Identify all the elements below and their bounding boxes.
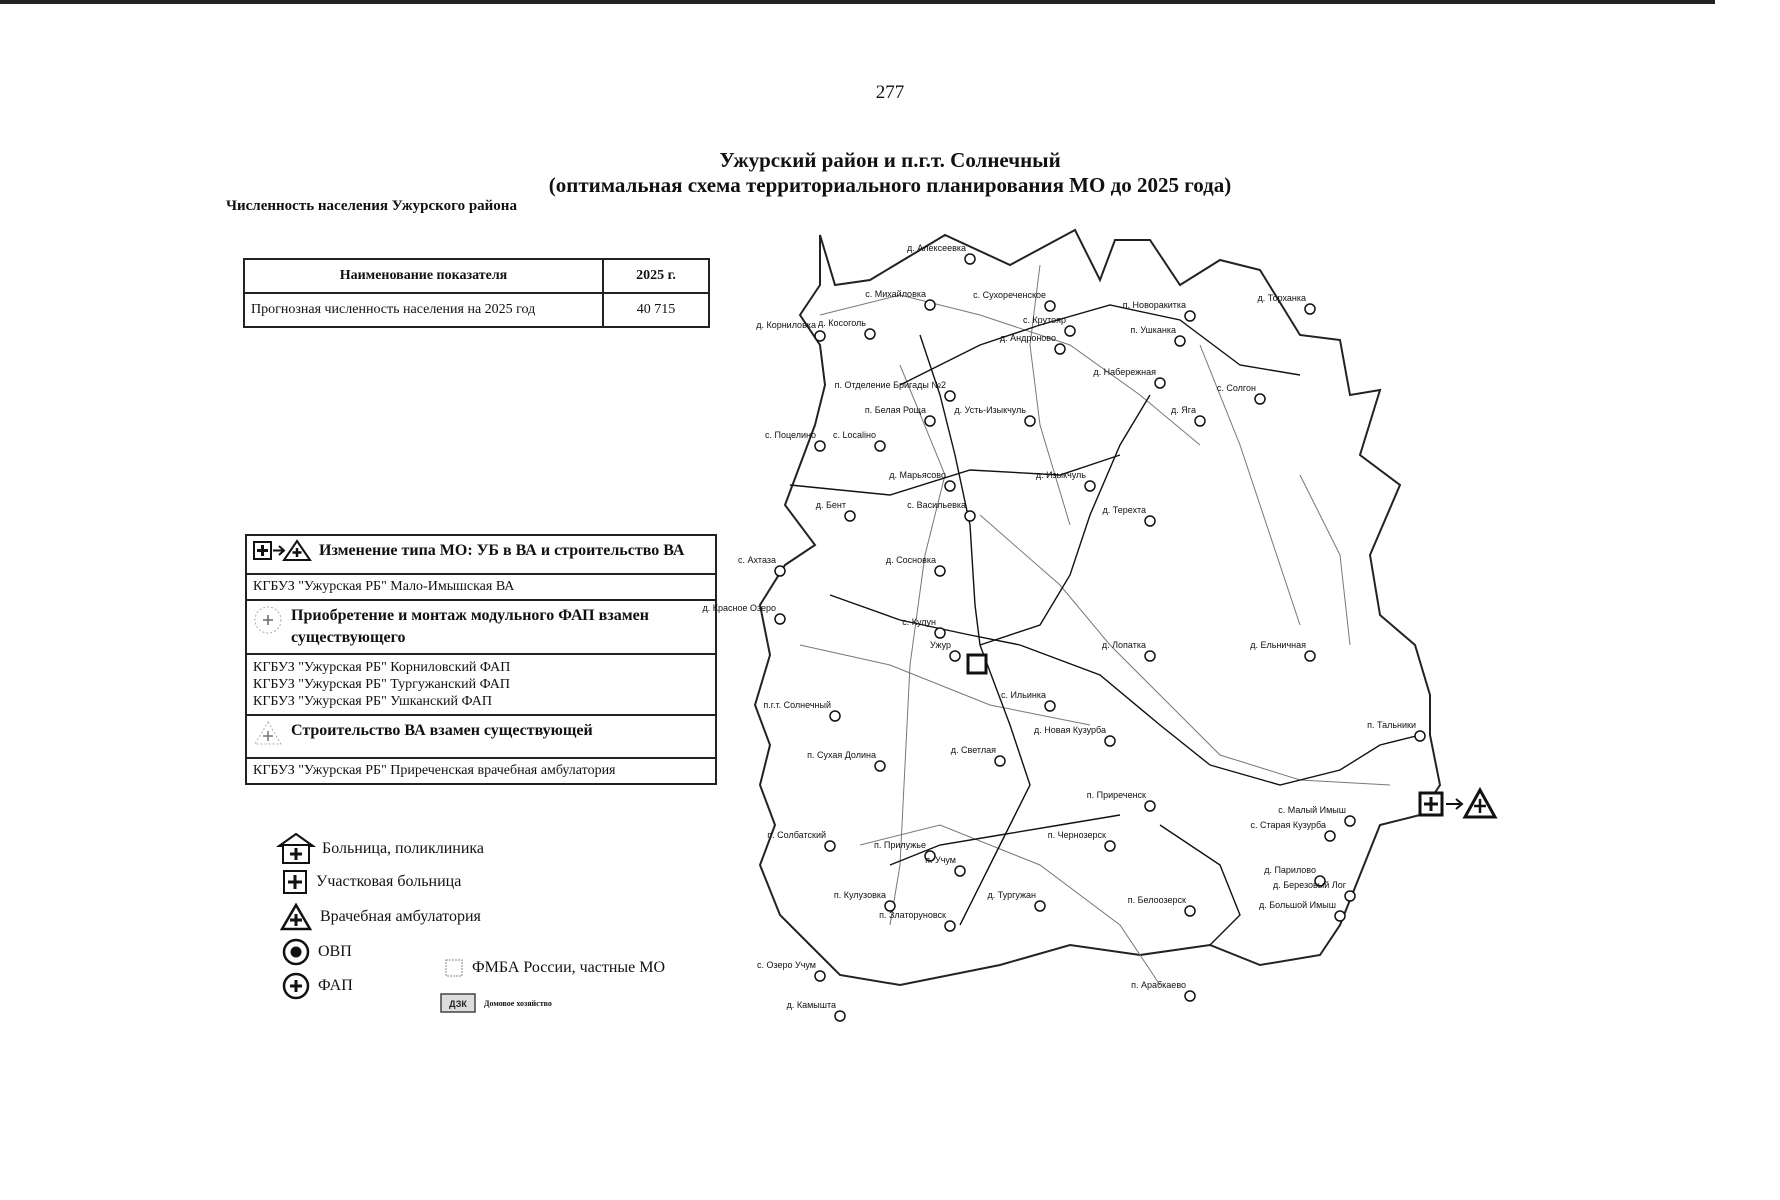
place-label: д. Ельничная [1250, 640, 1306, 650]
fap-marker-icon [1185, 991, 1195, 1001]
place-label: с. Малый Имыш [1278, 805, 1346, 815]
map-place [1259, 900, 1345, 921]
list-item: КГБУЗ "Ужурская РБ" Тургужанский ФАП [253, 677, 510, 692]
place-label: д. Светлая [950, 745, 996, 755]
map-place [1001, 690, 1055, 711]
place-label: п. Сухая Долина [807, 750, 876, 760]
fap-marker-icon [1145, 516, 1155, 526]
legend-fap: ФАП [282, 972, 353, 1000]
place-label: п. Новоракитка [1122, 300, 1186, 310]
map-place [925, 855, 965, 876]
list-item: КГБУЗ "Ужурская РБ" Ушканский ФАП [253, 694, 492, 709]
legend-dzk: ДЗК Домовое хозяйство [440, 993, 552, 1013]
place-label: п. Белая Роща [864, 405, 926, 415]
place-label: д. Корниловка [756, 320, 816, 330]
population-table [243, 258, 710, 328]
place-label: п. Отделение Бригады №2 [834, 380, 946, 390]
place-label: д. Большой Имыш [1258, 900, 1336, 910]
legend-hospital: Больница, поликлиника [278, 833, 484, 865]
district-map [702, 225, 1690, 1055]
map-place [1131, 980, 1195, 1001]
place-label: п. Учум [925, 855, 956, 865]
fap-marker-icon [1325, 831, 1335, 841]
top-border-line [0, 0, 1715, 4]
place-label: с. Солгон [1216, 383, 1256, 393]
fap-marker-icon [945, 921, 955, 931]
fap-marker-icon [925, 416, 935, 426]
map-place [1034, 725, 1115, 746]
table-header-row [244, 259, 709, 293]
fap-marker-icon [1195, 416, 1205, 426]
table-cell-value: 40 715 [603, 293, 709, 327]
title-line-2: (оптимальная схема территориального планирования МО до 2025 года) [548, 173, 1232, 197]
fap-marker-icon [925, 300, 935, 310]
fap-marker-icon [945, 481, 955, 491]
map-place-layer [702, 243, 1425, 1021]
map-place [886, 555, 945, 576]
ovp-icon [282, 938, 310, 966]
map-place [1130, 325, 1185, 346]
fap-marker-icon [815, 441, 825, 451]
fap-marker-icon [1305, 304, 1315, 314]
fap-marker-icon [1345, 891, 1355, 901]
place-label: д. Бент [815, 500, 846, 510]
fap-marker-icon [1145, 801, 1155, 811]
fap-marker-icon [1065, 326, 1075, 336]
fap-marker-icon [995, 756, 1005, 766]
fap-marker-icon [1105, 841, 1115, 851]
map-place [1217, 383, 1265, 404]
map-place [1250, 640, 1315, 661]
map-place [865, 405, 935, 426]
place-label: д. Лопатка [1101, 640, 1146, 650]
fap-icon [282, 972, 310, 1000]
fap-marker-icon [845, 511, 855, 521]
modular-fap-icon [253, 605, 283, 642]
fap-marker-icon [945, 391, 955, 401]
change-type-icon [253, 540, 311, 569]
map-place [973, 290, 1055, 311]
legend-build-va-heading: Строительство ВА взамен существующей [247, 716, 715, 759]
map-place [987, 890, 1045, 911]
fap-marker-icon [1145, 651, 1155, 661]
map-place [1103, 505, 1156, 526]
place-label: п. Тальники [1367, 720, 1416, 730]
map-place [757, 960, 825, 981]
page-title [0, 148, 1780, 198]
fap-marker-icon [1055, 344, 1065, 354]
table-header-year: 2025 г. [603, 259, 709, 293]
place-label: д. Марьясово [889, 470, 946, 480]
place-label: с. Крутояр [1022, 315, 1066, 325]
place-label: с. Васильевка [907, 500, 966, 510]
fap-marker-icon [1335, 911, 1345, 921]
table-row [244, 293, 709, 327]
map-place [1036, 470, 1095, 491]
map-place [889, 470, 955, 491]
place-label: п.г.т. Солнечный [763, 700, 831, 710]
map-place [767, 830, 835, 851]
place-label: п. Ушканка [1130, 325, 1176, 335]
map-place [807, 750, 885, 771]
map-place [902, 617, 945, 638]
map-place [834, 890, 895, 911]
map-place [1087, 790, 1155, 811]
place-label: д. Тургужан [987, 890, 1036, 900]
legend-modular-fap-heading: Приобретение и монтаж модульного ФАП взамен существующего [247, 601, 715, 655]
place-label: д. Красное Озеро [702, 603, 776, 613]
map-place [865, 289, 935, 310]
place-label: д. Камышта [786, 1000, 836, 1010]
title-line-1: Ужурский район и п.г.т. Солнечный [719, 148, 1061, 172]
fap-marker-icon [1185, 906, 1195, 916]
fap-marker-icon [775, 614, 785, 624]
list-item: КГБУЗ "Ужурская РБ" Корниловский ФАП [253, 660, 511, 675]
fap-marker-icon [955, 866, 965, 876]
place-label: с. Поцелино [765, 430, 816, 440]
map-place [907, 243, 975, 264]
map-place [765, 430, 825, 451]
fap-marker-icon [1415, 731, 1425, 741]
table-header-indicator: Наименование показателя [244, 259, 603, 293]
fap-marker-icon [935, 628, 945, 638]
fap-marker-icon [1045, 701, 1055, 711]
hospital-icon [278, 833, 314, 865]
place-label: п. Кулузовка [833, 890, 886, 900]
legend-change-type-item: КГБУЗ "Ужурская РБ" Мало-Имышская ВА [247, 575, 715, 601]
fap-marker-icon [1105, 736, 1115, 746]
place-label: д. Торханка [1257, 293, 1306, 303]
planned-actions-legend [245, 534, 717, 785]
place-label: с. Кулун [902, 617, 936, 627]
place-label: Ужур [930, 640, 951, 650]
map-place [951, 745, 1005, 766]
fap-marker-icon [815, 971, 825, 981]
fap-marker-icon [1085, 481, 1095, 491]
fap-marker-icon [815, 331, 825, 341]
map-place [930, 640, 960, 661]
map-place [954, 405, 1035, 426]
map-place [1093, 367, 1165, 388]
place-label: с. Сухореченское [973, 290, 1046, 300]
place-label: с. Localiно [833, 430, 876, 440]
fap-marker-icon [825, 841, 835, 851]
map-place [818, 318, 875, 339]
place-label: п. Чернозерск [1047, 830, 1106, 840]
fap-marker-icon [1255, 394, 1265, 404]
fap-marker-icon [1175, 336, 1185, 346]
fap-marker-icon [775, 566, 785, 576]
fap-marker-icon [1035, 901, 1045, 911]
place-label: д. Сосновка [885, 555, 936, 565]
fap-marker-icon [965, 254, 975, 264]
population-heading: Численность населения Ужурского района [226, 198, 517, 214]
fap-marker-icon [1155, 378, 1165, 388]
fap-marker-icon [1045, 301, 1055, 311]
legend-build-va-item: КГБУЗ "Ужурская РБ" Приреченская врачебная амбулатория [253, 763, 616, 778]
place-label: с. Михайловка [865, 289, 926, 299]
map-place [756, 320, 825, 341]
fap-marker-icon [875, 761, 885, 771]
fap-marker-icon [830, 711, 840, 721]
place-label: д. Ягa [1170, 405, 1196, 415]
legend-modular-fap-items [247, 655, 715, 716]
map-place [1000, 333, 1065, 354]
map-place [835, 380, 955, 401]
fap-marker-icon [1345, 816, 1355, 826]
fap-marker-icon [965, 511, 975, 521]
place-label: д. Новая Кузурба [1034, 725, 1106, 735]
fap-marker-icon [935, 566, 945, 576]
place-label: д. Андроново [999, 333, 1056, 343]
svg-text:ДЗК: ДЗК [449, 999, 467, 1009]
district-boundary [755, 230, 1440, 985]
map-place [1367, 720, 1425, 741]
place-label: д. Усть-Изыкчуль [954, 405, 1026, 415]
place-label: д. Алексеевка [907, 243, 966, 253]
map-place [816, 500, 855, 521]
build-va-icon [253, 720, 283, 753]
place-label: с. Ильинка [1000, 690, 1046, 700]
fap-marker-icon [950, 651, 960, 661]
map-place [787, 1000, 845, 1021]
urban-center-ujur [968, 655, 986, 673]
fap-marker-icon [1305, 651, 1315, 661]
fap-marker-icon [875, 441, 885, 451]
legend-ovp: ОВП [282, 938, 352, 966]
map-place [763, 700, 840, 721]
planned-change-symbol [1420, 790, 1495, 817]
place-label: п. Приреченск [1086, 790, 1146, 800]
legend-district-hospital: Участковая больница [282, 869, 461, 895]
map-place [1102, 640, 1155, 661]
place-label: п. Прилужье [874, 840, 926, 850]
place-label: п. Солбатский [767, 830, 826, 840]
place-label: д. Косоголь [818, 318, 866, 328]
place-label: д. Набережная [1093, 367, 1156, 377]
map-place [833, 430, 885, 451]
table-cell-indicator: Прогнозная численность населения на 2025 год [244, 293, 603, 327]
map-place [1250, 820, 1335, 841]
fap-marker-icon [1025, 416, 1035, 426]
fap-marker-icon [835, 1011, 845, 1021]
legend-fmba: ФМБА России, частные МО [444, 958, 665, 978]
page-number: 277 [875, 82, 905, 103]
place-label: п. Арабкаево [1131, 980, 1186, 990]
legend-change-type-heading: Изменение типа МО: УБ в ВА и строительство ВА [247, 536, 715, 575]
district-hospital-icon [282, 869, 308, 895]
map-place [1273, 880, 1355, 901]
fmba-icon [444, 958, 464, 978]
place-label: д. Изыкчуль [1035, 470, 1086, 480]
place-label: с. Ахтаза [738, 555, 776, 565]
map-place [907, 500, 975, 521]
map-place [738, 555, 785, 576]
place-label: п. Златоруновск [879, 910, 946, 920]
map-place [1171, 405, 1205, 426]
legend-ambulatory: Врачебная амбулатория [280, 903, 481, 931]
dzk-icon [440, 993, 476, 1013]
map-place [1128, 895, 1195, 916]
place-label: с. Озеро Учум [756, 960, 816, 970]
place-label: д. Терехта [1102, 505, 1146, 515]
fap-marker-icon [865, 329, 875, 339]
fap-marker-icon [1185, 311, 1195, 321]
place-label: д. Березовый Лог [1273, 880, 1346, 890]
map-place [1048, 830, 1115, 851]
place-label: п. Белоозерск [1127, 895, 1186, 905]
place-label: д. Парилово [1264, 865, 1316, 875]
ambulatory-icon [280, 903, 312, 931]
place-label: с. Старая Кузурба [1250, 820, 1326, 830]
